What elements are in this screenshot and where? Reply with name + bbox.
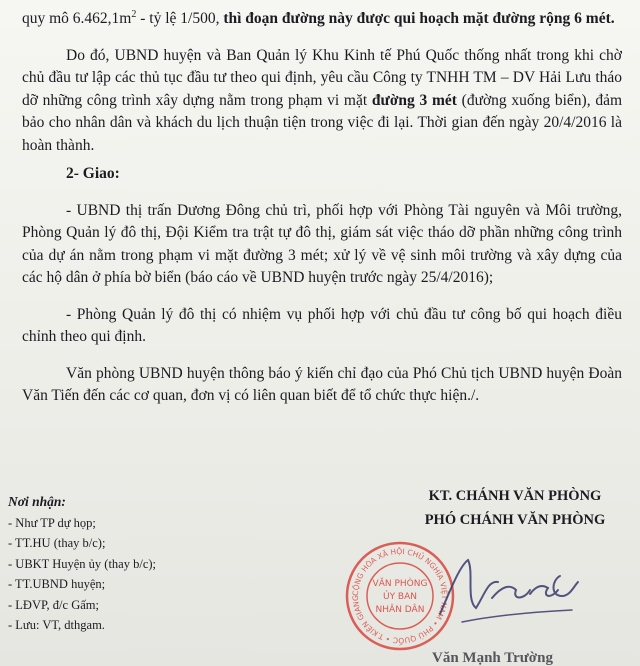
paragraph-urban-office-task: - Phòng Quản lý đô thị có nhiệm vụ phối hợp với chủ đầu tư công bố qui hoạch điều chỉnh theo qui định. [22,305,622,346]
svg-text:VĂN PHÒNG: VĂN PHÒNG [372,579,428,589]
paragraph-demolition-request: Do đó, UBND huyện và Ban Quản lý Khu Kinh tế Phú Quốc thống nhất trong khi chờ chủ đầu tư lập các thủ tục đầu tư theo qui định, yêu cầu Công ty TNHH TM – DV Hải Lưu tháo dỡ những công trình xây dựng nằm trong phạm vi mặt đường 3 mét (đường xuống biển), đảm bảo cho nhân dân và khách du lịch thuận tiện trong việc đi lại. Thời gian đến ngày 20/4/2016 là hoàn thành. [22,46,623,154]
recipient-item: - UBKT Huyện ủy (thay b/c); [8,556,157,571]
scale-line: quy mô $6.462,1m^2$ - tỷ lệ 1/500, thì đoạn đường này được qui hoạch mặt đường rộng 6 mét. [22,9,615,28]
recipients-title: Nơi nhận: [8,494,66,509]
recipient-item: - LĐVP, đ/c Gấm; [8,597,99,612]
section-heading-assign: 2- Giao: [66,165,120,183]
recipient-item: - Lưu: VT, dthgam. [8,618,105,632]
signer-name: Văn Mạnh Trường [432,650,553,666]
document-body [22,4,622,408]
handwritten-signature-icon [432,546,582,636]
paragraph-closing: Văn phòng UBND huyện thông báo ý kiến chỉ đạo của Phó Chủ tịch UBND huyện Đoàn Văn Tiến đến các cơ quan, đơn vị có liên quan biết để tổ chức thực hiện./. [22,364,622,405]
road-width-emphasis: thì đoạn đường này được qui hoạch mặt đường rộng 6 mét. [223,10,615,28]
signature-title-2: PHÓ CHÁNH VĂN PHÒNG [424,512,606,528]
recipient-item: - Như TP dự họp; [8,515,96,530]
recipients-block [8,492,248,636]
svg-text:CỘNG HÒA XÃ HỘI CHỦ NGHĨA VIỆT: CỘNG HÒA XÃ HỘI CHỦ NGHĨA VIỆT NAM • PHÚ QUỐC • T.KIÊN GIANG [350,546,450,646]
recipient-item: - TT.HU (thay b/c); [8,536,106,550]
paragraph-town-task: - UBND thị trấn Dương Đông chủ trì, phối hợp với Phòng Tài nguyên và Môi trường, Phòng Quản lý đô thị, Đội Kiểm tra trật tự đô thị, giám sát việc tháo dỡ phần những công trình của dự án nằm trong phạm vi mặt đường 3 mét; xử lý về vệ sinh môi trường và xây dựng của các hộ dân ở phía bờ biển (báo cáo về UBND huyện trước ngày 25/4/2016); [22,201,622,287]
svg-text:ỦY BAN: ỦY BAN [382,592,418,602]
recipient-item: - TT.UBND huyện; [8,577,106,591]
signature-title-1: KT. CHÁNH VĂN PHÒNG [428,488,602,504]
recipients-list [8,513,248,636]
svg-text:NHÂN DÂN: NHÂN DÂN [375,605,425,615]
signature-block [390,484,640,532]
